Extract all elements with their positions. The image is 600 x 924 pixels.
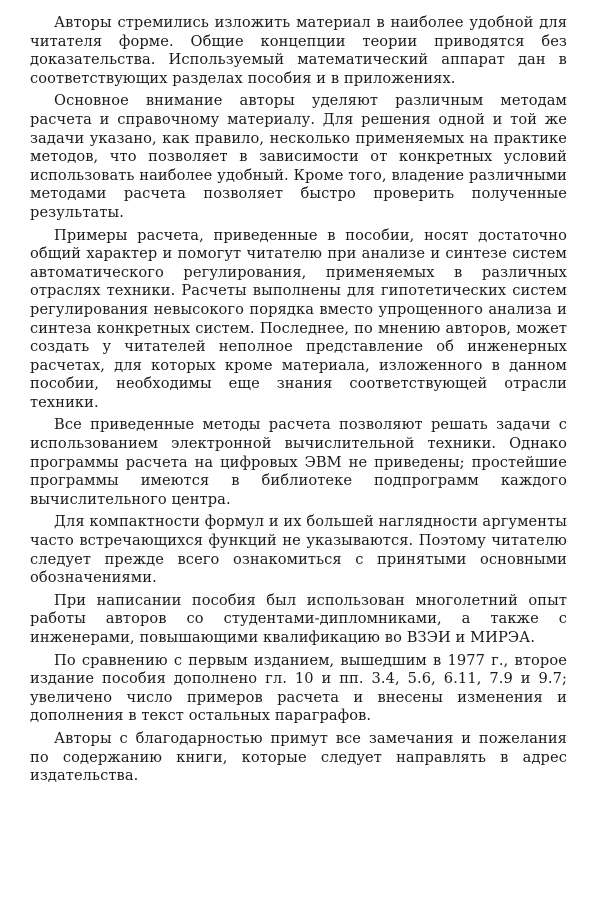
- paragraph-3: Примеры расчета, приведенные в пособии, носят достаточно общий характер и помогут читателю при анализе и синтезе систем автоматического регулирования, применяемых в различных отраслях техники. Расчеты выполнены для гипотетических систем регулирования невысокого порядка вместо упрощенного анализа и синтеза конкретных систем. Последнее, по мнению авторов, может создать у читателей неполное представление об инженерных расчетах, для которых кроме материала, изложенного в данном пособии, необходимы еще знания соответствующей отрасли техники.: [30, 226, 567, 411]
- paragraph-7: По сравнению с первым изданием, вышедшим в 1977 г., второе издание пособия дополнено гл. 10 и пп. 3.4, 5.6, 6.11, 7.9 и 9.7; увеличено число примеров расчета и внесены изменения и дополнения в текст остальных параграфов.: [30, 651, 567, 725]
- document-page: [30, 14, 567, 790]
- paragraph-8: Авторы с благодарностью примут все замечания и пожелания по содержанию книги, которые следует направлять в адрес издательства.: [30, 729, 567, 785]
- paragraph-2: Основное внимание авторы уделяют различным методам расчета и справочному материалу. Для решения одной и той же задачи указано, как правило, несколько применяемых на практике методов, что позволяет в зависимости от конкретных условий использовать наиболее удобный. Кроме того, владение различными методами расчета позволяет быстро проверить полученные результаты.: [30, 92, 567, 221]
- paragraph-5: Для компактности формул и их большей наглядности аргументы часто встречающихся функций не указываются. Поэтому читателю следует прежде всего ознакомиться с принятыми основными обозначениями.: [30, 513, 567, 587]
- paragraph-1: Авторы стремились изложить материал в наиболее удобной для читателя форме. Общие концепции теории приводятся без доказательства. Используемый математический аппарат дан в соответствующих разделах пособия и в приложениях.: [30, 14, 567, 87]
- paragraph-4: Все приведенные методы расчета позволяют решать задачи с использованием электронной вычислительной техники. Однако программы расчета на цифровых ЭВМ не приведены; простейшие программы имеются в библиотеке подпрограмм каждого вычислительного центра.: [30, 416, 567, 508]
- paragraph-6: При написании пособия был использован многолетний опыт работы авторов со студентами-дипломниками, а также с инженерами, повышающими квалификацию во ВЗЭИ и МИРЭА.: [30, 591, 567, 646]
